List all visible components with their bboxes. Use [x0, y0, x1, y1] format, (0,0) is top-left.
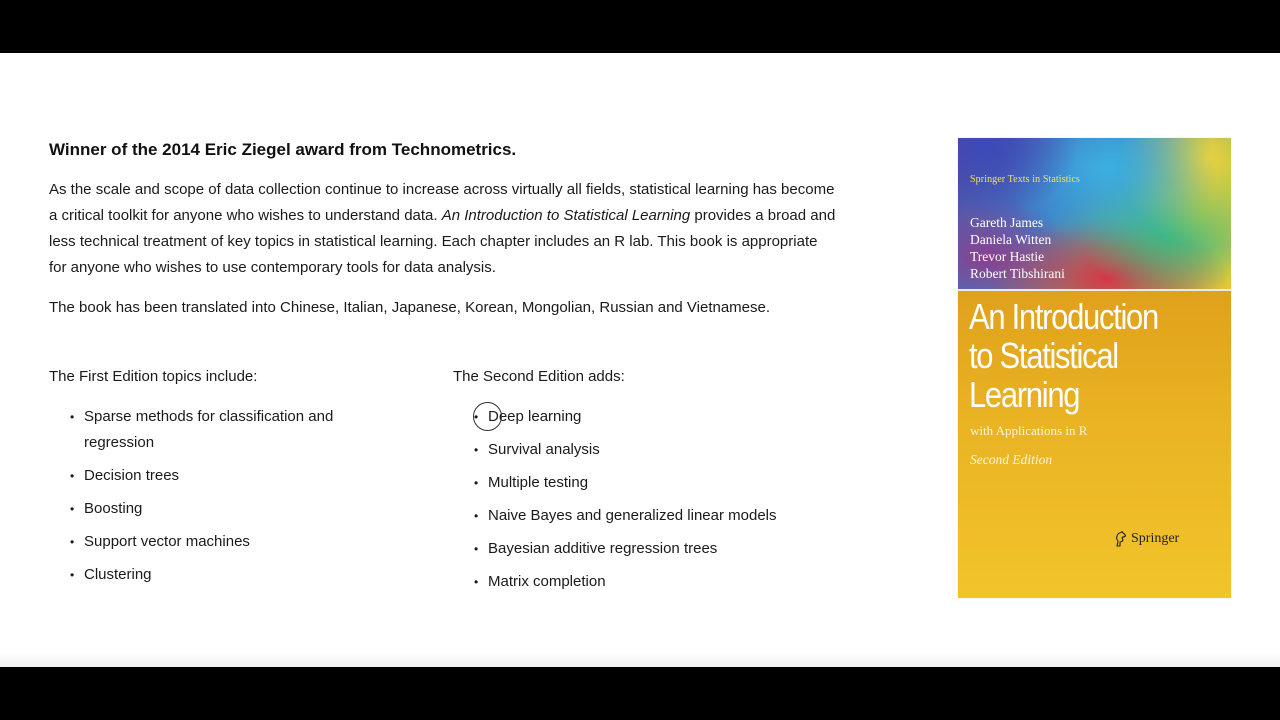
list-item-text: Sparse methods for classification and regression [84, 408, 334, 451]
translations-note: The book has been translated into Chinese, Italian, Japanese, Korean, Mongolian, Russian and Vietnamese. [49, 299, 771, 316]
list-item-text: Deep learning [488, 408, 582, 425]
cover-series-name: Springer Texts in Statistics [970, 174, 1080, 185]
book-description [49, 177, 839, 281]
cover-author: Trevor Hastie [970, 249, 1045, 264]
list-item [453, 503, 833, 529]
first-edition-column [49, 364, 379, 595]
bullet: • [70, 502, 75, 516]
bullet: • [70, 568, 75, 582]
publisher-logo [1114, 531, 1179, 547]
bullet: • [474, 410, 479, 424]
cover-title-panel [958, 291, 1231, 598]
second-edition-title: The Second Edition adds: [453, 368, 625, 385]
list-item [453, 437, 833, 463]
springer-horse-icon [1114, 531, 1128, 547]
cover-edition: Second Edition [970, 452, 1053, 467]
description-part-2: provides a broad and less technical treatment of key topics in statistical learning. Each chapter includes an R lab. This book is appropriate for anyone who wishes to use contemporary tools for data analysis. [49, 207, 836, 276]
cover-subtitle: with Applications in R [970, 423, 1088, 438]
cover-title-line: to Statistical [969, 335, 1118, 376]
list-item-text: Multiple testing [488, 474, 589, 491]
bullet: • [474, 575, 479, 589]
book-info-page [0, 53, 1280, 667]
bullet: • [70, 535, 75, 549]
publisher-name: Springer [1131, 531, 1180, 546]
cover-authors [970, 214, 1065, 282]
list-item-text: Boosting [84, 500, 143, 517]
bullet: • [474, 509, 479, 523]
second-edition-list [453, 404, 833, 595]
cover-author: Daniela Witten [970, 232, 1052, 247]
list-item-text: Survival analysis [488, 441, 600, 458]
cover-author: Gareth James [970, 215, 1044, 230]
first-edition-title: The First Edition topics include: [49, 368, 258, 385]
book-cover-image [958, 138, 1231, 598]
cover-title-line: An Introduction [969, 296, 1158, 337]
intro-section [49, 137, 839, 321]
list-item-text: Matrix completion [488, 573, 606, 590]
list-item [49, 496, 379, 522]
list-item-text: Support vector machines [84, 533, 250, 550]
bullet: • [474, 476, 479, 490]
list-item [453, 569, 833, 595]
list-item-text: Bayesian additive regression trees [488, 540, 718, 557]
first-edition-list [49, 404, 379, 588]
bullet: • [70, 410, 75, 424]
list-item [453, 536, 833, 562]
list-item [49, 529, 379, 555]
award-headline: Winner of the 2014 Eric Ziegel award from Technometrics. [49, 140, 517, 159]
letterbox-top-bar [0, 0, 1280, 53]
cover-color-banner [958, 138, 1231, 289]
bullet: • [474, 542, 479, 556]
cover-title-line: Learning [969, 374, 1080, 415]
list-item-text: Naive Bayes and generalized linear models [488, 507, 777, 524]
cover-title [969, 297, 1158, 414]
list-item [453, 470, 833, 496]
list-item [49, 463, 379, 489]
list-item-text: Clustering [84, 566, 152, 583]
description-part-1: As the scale and scope of data collection continue to increase across virtually all fields, statistical learning has become a critical toolkit for anyone who wishes to understand data. [49, 181, 835, 224]
list-item-text: Decision trees [84, 467, 180, 484]
letterbox-bottom-bar [0, 667, 1280, 720]
bullet: • [70, 469, 75, 483]
list-item [49, 404, 379, 456]
cover-author: Robert Tibshirani [970, 266, 1065, 281]
description-book-title: An Introduction to Statistical Learning [441, 207, 691, 224]
bullet: • [474, 443, 479, 457]
list-item [49, 562, 379, 588]
list-item [453, 404, 833, 430]
second-edition-column [453, 364, 833, 602]
